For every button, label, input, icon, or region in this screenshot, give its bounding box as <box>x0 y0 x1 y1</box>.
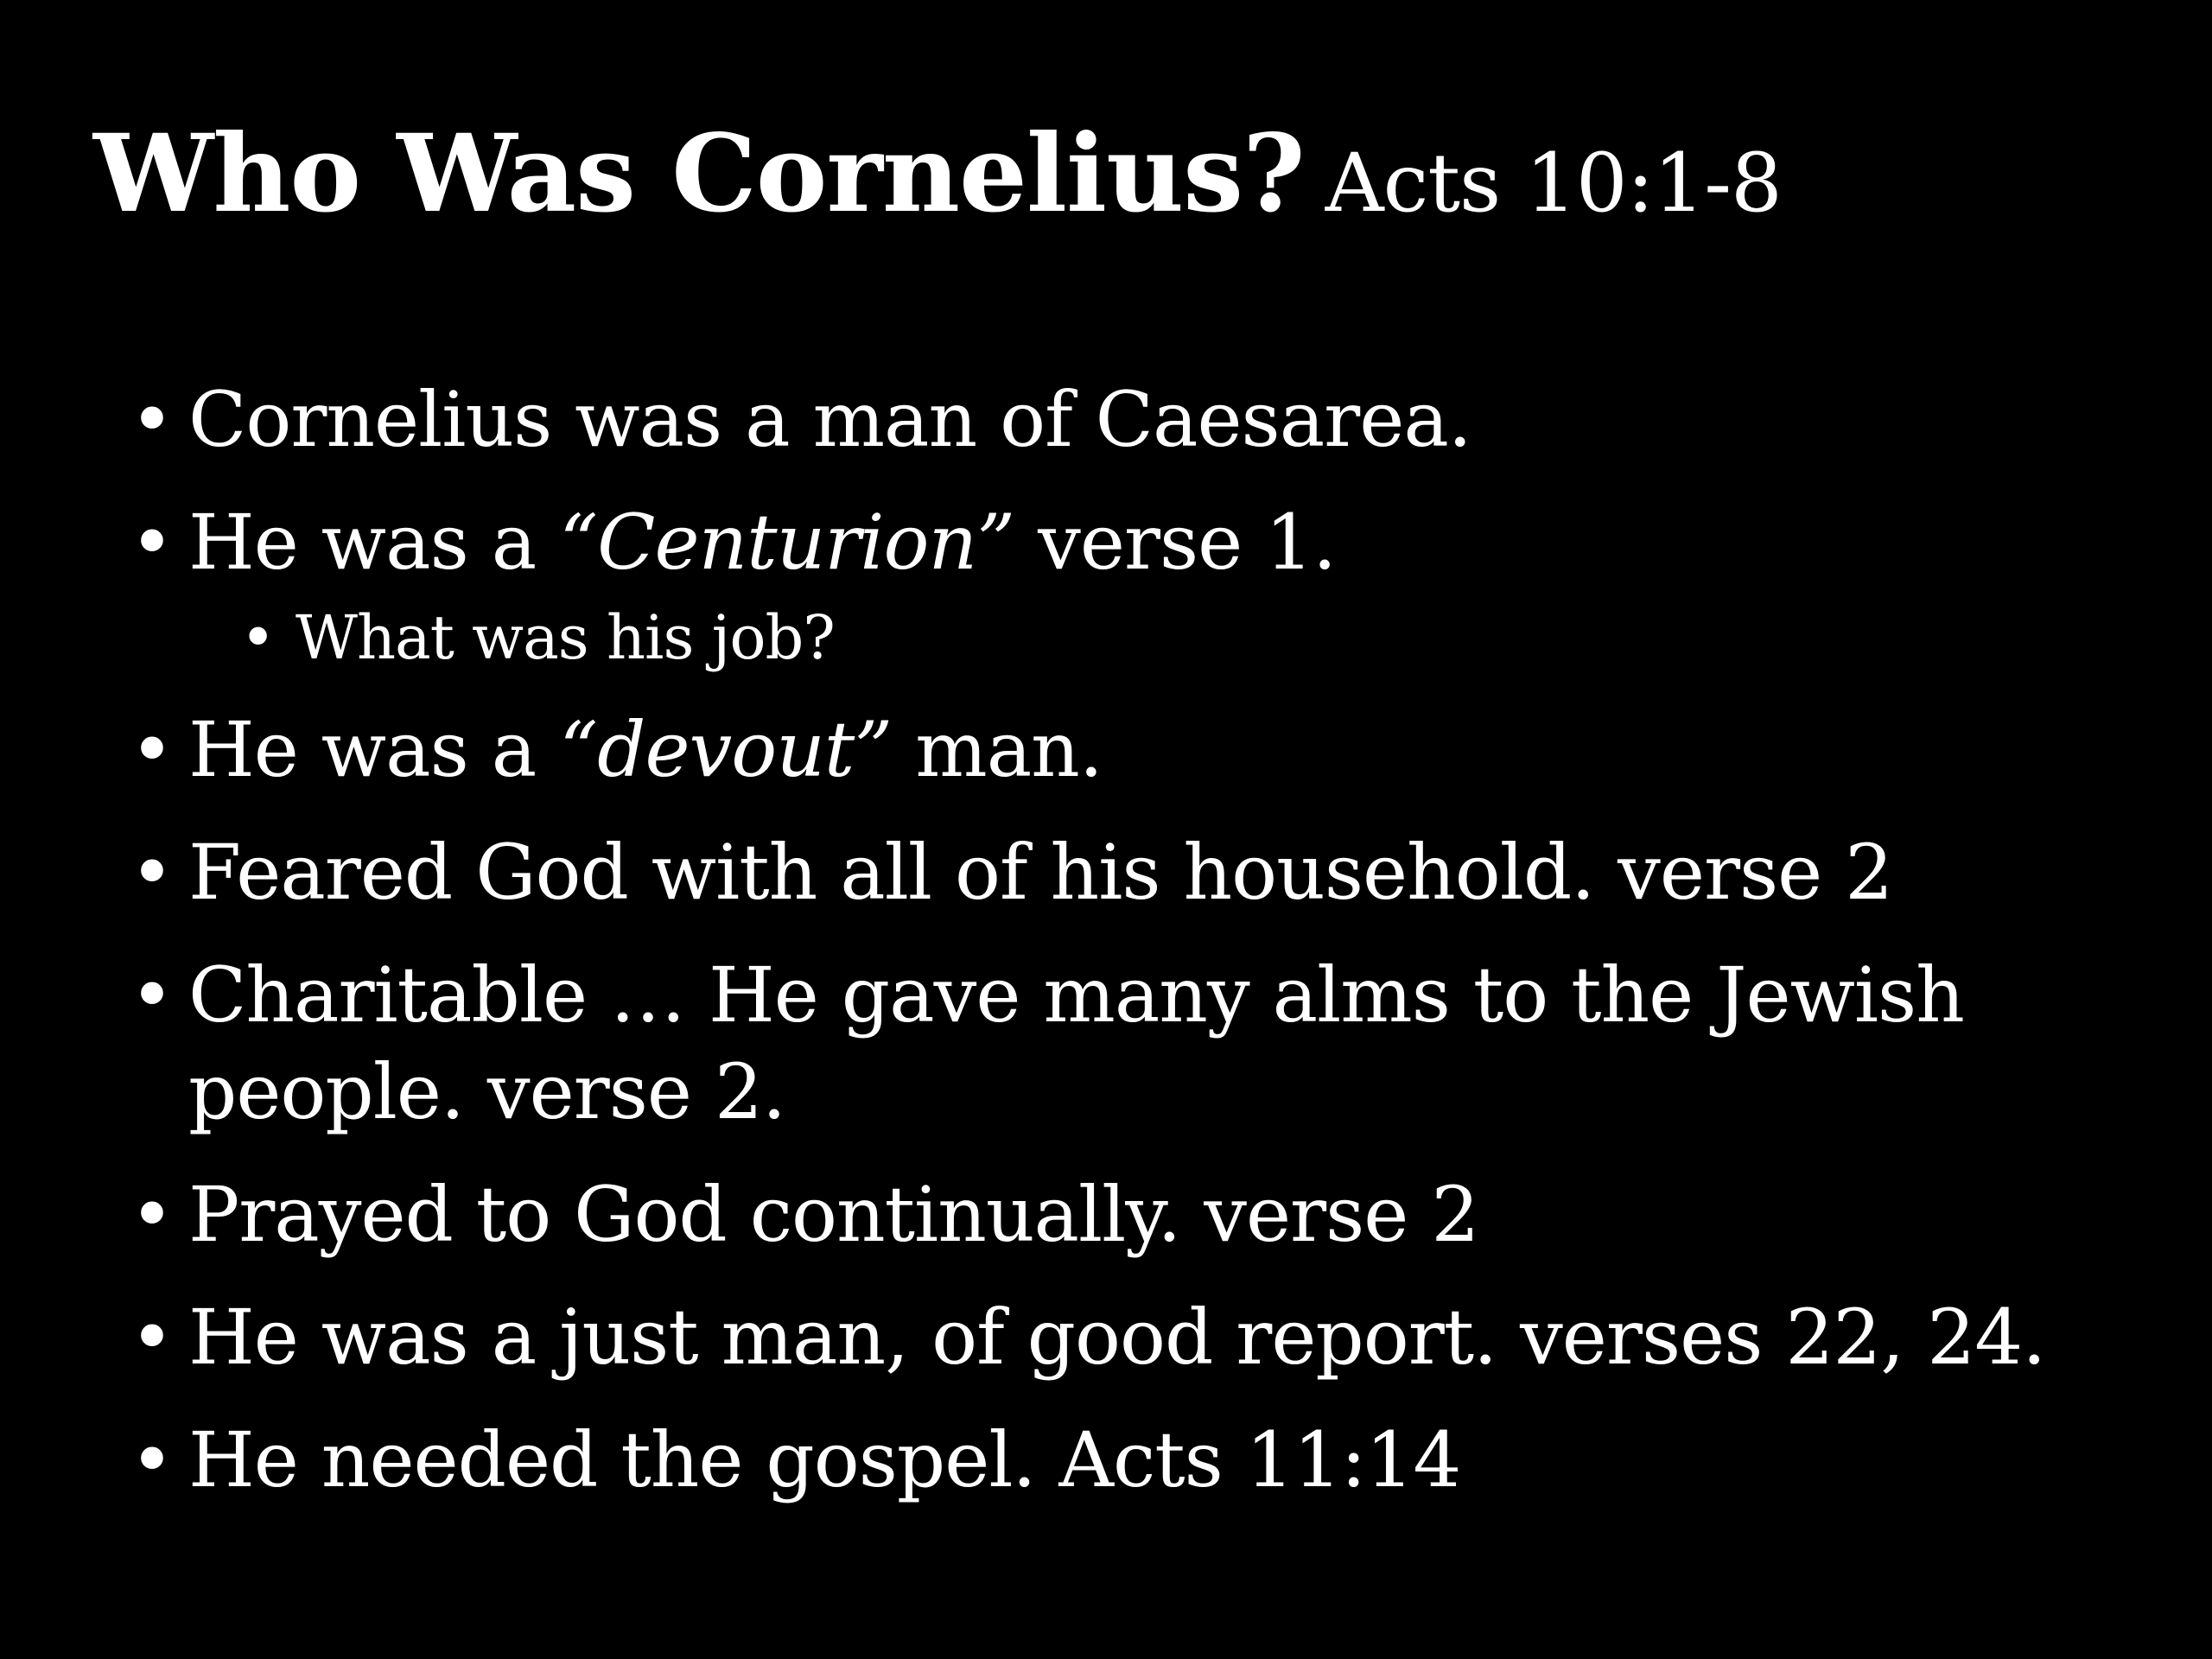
bullet-icon: • <box>130 705 174 794</box>
list-item <box>130 1412 2117 1509</box>
bullet-icon: • <box>130 828 174 917</box>
sub-list-item <box>130 598 2117 677</box>
title-reference: Acts 10:1-8 <box>1325 137 1782 231</box>
list-item-text: Charitable … He gave many alms to the Jewish people. verse 2. <box>188 950 1964 1136</box>
list-item <box>130 372 2117 468</box>
list-item-text-pre: He was a <box>188 705 560 794</box>
list-item-text-emphasis: “devout” <box>559 705 893 794</box>
bullet-list <box>130 372 2117 1535</box>
list-item-text-pre: He was a <box>188 498 560 587</box>
list-item <box>130 702 2117 798</box>
bullet-icon: • <box>240 602 276 673</box>
bullet-icon: • <box>130 1415 174 1504</box>
list-item-text: Cornelius was a man of Caesarea. <box>188 375 1471 464</box>
list-item <box>130 947 2089 1141</box>
bullet-icon: • <box>130 950 174 1039</box>
list-item-text: He was a just man, of good report. verses 22, 24. <box>188 1293 2046 1382</box>
slide-title <box>93 111 1782 237</box>
bullet-icon: • <box>130 375 174 464</box>
list-item-text: Prayed to God continually. verse 2 <box>188 1170 1479 1259</box>
list-item <box>130 1166 2117 1263</box>
list-item-text: Feared God with all of his household. verse 2 <box>188 828 1893 917</box>
bullet-icon: • <box>130 1293 174 1382</box>
list-item-text-post: verse 1. <box>1014 498 1337 587</box>
list-item-text-post: man. <box>892 705 1103 794</box>
list-item <box>130 1289 2117 1386</box>
list-item <box>130 494 2117 591</box>
title-text: Who Was Cornelius? <box>93 111 1305 237</box>
list-item-text-emphasis: “Centurion” <box>559 498 1015 587</box>
list-item <box>130 824 2117 921</box>
sub-list-item-text: What was his job? <box>296 602 835 673</box>
bullet-icon: • <box>130 1170 174 1259</box>
bullet-icon: • <box>130 498 174 587</box>
list-item-text: He needed the gospel. Acts 11:14 <box>188 1415 1461 1504</box>
